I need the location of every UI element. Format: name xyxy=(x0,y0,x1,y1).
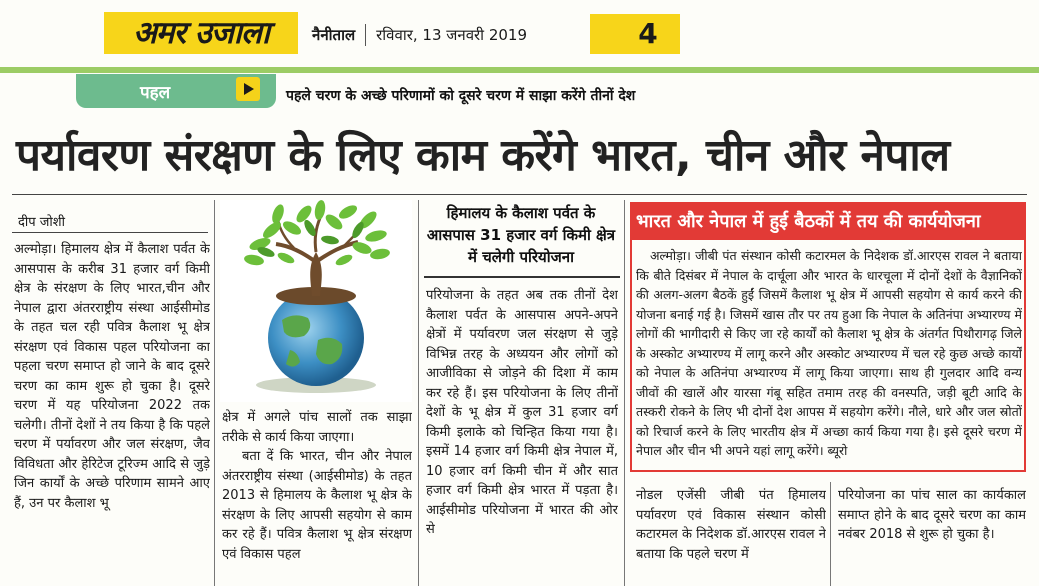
column-2-paragraph-1: क्षेत्र में अगले पांच सालों तक साझा तरीके से कार्य किया जाएगा। xyxy=(222,410,412,445)
sidebar-text: अल्मोड़ा। जीबी पंत संस्थान कोसी कटारमल के निदेशक डॉ.आरएस रावल ने बताया कि बीते दिसंबर में नेपाल के दार्चूला और भारत के धारचूला में दोनों देशों के वैज्ञानिकों की अलग-अलग बैठकें हुईं जिसमें कैलाश भू क्षेत्र में आपसी सहयोग से कार्य करने की योजना बनाई गई है। जिसमें खास तौर पर तय हुआ कि नेपाल के अतिनंपा अभ्यारण्य में लोगों की भागीदारी से किए जा रहे कार्यों को कैलाश भू क्षेत्र के अंतर्गत पिथौरागढ़ जिले के अस्कोट अभ्यारण्य में लागू करने और अस्कोट अभ्यारण्य में चल रहे कुछ अच्छे कार्यों को नेपाल के अतिनंपा अभ्यारण्य में लागू किया जाएगा। साथ ही गुलदार आदि वन्य जीवों की खालें और यारसा गंबू सहित तमाम तरह की वनस्पति, जड़ी बूटी आदि के तस्करी रोकने के लिए भी दोनों देश आपस में सहयोग करेंगे। नौले, धारे और जल स्रोतों को रिचार्ज करने के लिए भारतीय क्षेत्र में अच्छा कार्य किया गया है। इसे दूसरे चरण में नेपाल और चीन भी अपने यहां लागू करेंगे। ब्यूरो xyxy=(636,248,1022,458)
headline: पर्यावरण संरक्षण के लिए काम करेंगे भारत, चीन और नेपाल xyxy=(16,130,950,181)
column-divider xyxy=(418,200,419,586)
article-column-2 xyxy=(222,408,412,586)
column-divider xyxy=(830,482,831,586)
play-icon xyxy=(236,77,260,101)
article-column-6 xyxy=(838,486,1026,586)
highlight-rule xyxy=(424,276,620,278)
edition-date: रविवार, 13 जनवरी 2019 xyxy=(376,26,528,44)
byline-rule xyxy=(12,232,208,233)
edition-divider xyxy=(365,24,366,46)
highlight-quote: हिमालय के कैलाश पर्वत के आसपास 31 हजार वर्ग किमी क्षेत्र में चलेगी परियोजना xyxy=(426,204,616,266)
column-divider xyxy=(214,200,215,586)
kicker-label: पहल xyxy=(140,83,171,103)
strapline: पहले चरण के अच्छे परिणामों को दूसरे चरण में साझा करेंगे तीनों देश xyxy=(286,88,636,104)
column-6-text: परियोजना का पांच साल का कार्यकाल समाप्त होने के बाद दूसरे चरण का काम नवंबर 2018 से शुरू हो चुका है। xyxy=(838,488,1026,542)
column-3-text: परियोजना के तहत अब तक तीनों देश कैलाश पर्वत के आसपास अपने-अपने क्षेत्रों में पर्यावरण जल संरक्षण से जुड़े विभिन्न तरह के अध्ययन और लोगों को आजीविका से जोड़ने की दिशा में काम कर रहे हैं। इस परियोजना के लिए तीनों देशों के भू क्षेत्र में कुल 31 हजार वर्ग किमी इलाके को चिन्हित किया गया है। इसमें 14 हजार वर्ग किमी क्षेत्र नेपाल में, 10 हजार वर्ग किमी चीन में और सात हजार वर्ग किमी क्षेत्र भारत में पड़ता है। आईसीमोड परियोजना में भारत की ओर से xyxy=(426,288,618,537)
page-number: 4 xyxy=(638,17,658,50)
masthead xyxy=(0,0,1039,66)
column-divider xyxy=(624,200,625,586)
newspaper-logo: अमर उजाला xyxy=(104,12,298,54)
column-2-paragraph-2: बता दें कि भारत, चीन और नेपाल अंतरराष्ट्रीय संस्था (आईसीमोड) के तहत 2013 से हिमालय के कैलाश भू क्षेत्र के संरक्षण के लिए आपसी सहयोग से काम कर रहे हैं। पवित्र कैलाश भू क्षेत्र संरक्षण एवं विकास पहल xyxy=(222,449,412,562)
tree-globe-illustration xyxy=(220,200,412,402)
edition-city: नैनीताल xyxy=(312,26,356,44)
byline: दीप जोशी xyxy=(18,215,66,230)
sidebar-body xyxy=(636,246,1022,468)
article-column-5 xyxy=(636,486,826,586)
column-5-text: नोडल एजेंसी जीबी पंत हिमालय पर्यावरण एवं विकास संस्थान कोसी कटारमल के निदेशक डॉ.आरएस रावल ने बताया कि पहले चरण में xyxy=(636,488,826,562)
column-1-text: अल्मोड़ा। हिमालय क्षेत्र में कैलाश पर्वत के आसपास के करीब 31 हजार वर्ग किमी क्षेत्र के संरक्षण के लिए भारत,चीन और नेपाल द्वारा अंतरराष्ट्रीय संस्था आईसीमोड के तहत चल रही पवित्र कैलाश भू क्षेत्र संरक्षण एवं विकास पहल परियोजना का पहला चरण समाप्त हो जाने के बाद दूसरे चरण का काम शुरू हो चुका है। दूसरे चरण में यह परियोजना 2022 तक चलेगी। तीनों देशों ने तय किया है कि पहले चरण में पर्यावरण और जल संरक्षण, जैव विविधता और हेरिटेज टूरिज्म आदि से जुड़े जिन कार्यों के अच्छे परिणाम सामने आए हैं, उन पर कैलाश भू xyxy=(14,242,210,511)
article-column-3 xyxy=(426,286,618,586)
headline-rule xyxy=(12,194,1027,195)
header-strip xyxy=(0,67,1039,73)
article-column-1 xyxy=(14,240,210,586)
sidebar-title: भारत और नेपाल में हुई बैठकों में तय की कार्ययोजना xyxy=(636,211,981,232)
edition-info xyxy=(312,20,527,50)
